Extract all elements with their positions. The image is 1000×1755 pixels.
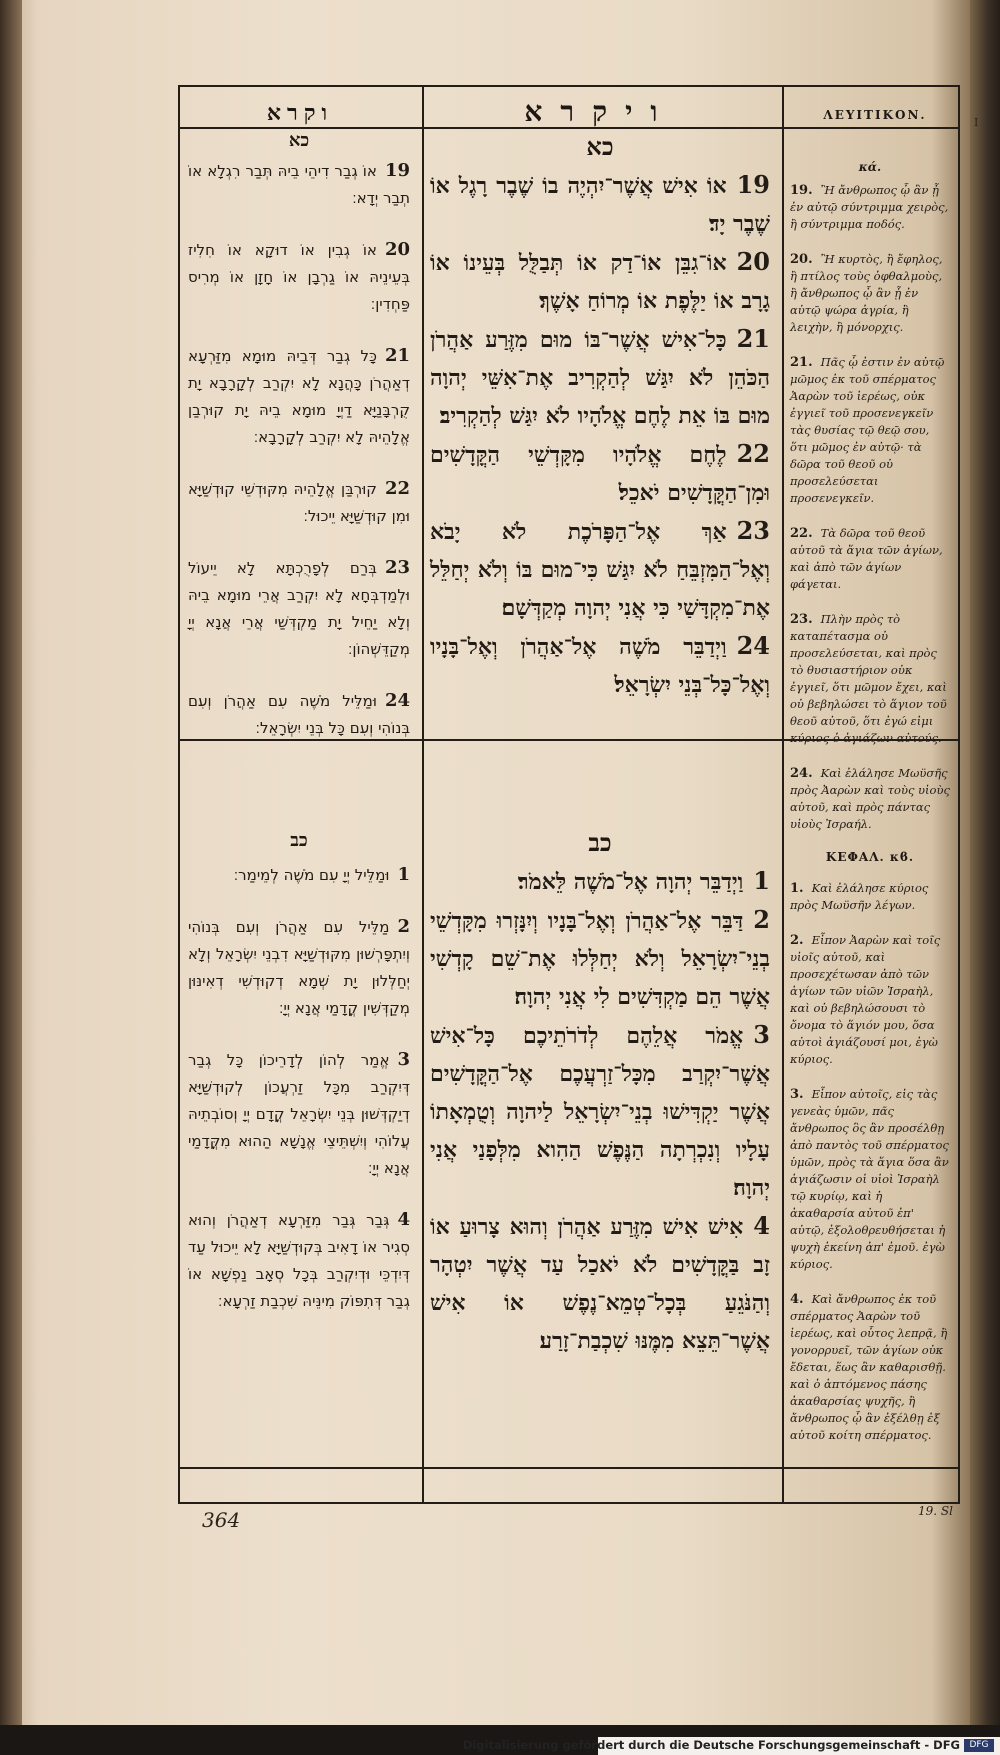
- verse: 20. Ἢ κυρτὸς, ἢ ἔφηλος, ἢ πτίλος τοὺς ὀφθαλμοὺς, ἢ ἄνθρωπος ᾧ ἂν ᾖ ἐν αὐτῷ ψώρα ἀγρία, ἢ λειχὴν, ἢ μόνορχις.: [790, 252, 943, 334]
- verse: 20אוֹ־גִבֵּן אוֹ־דַק אוֹ תְּבַלֻּל בְּעֵינוֹ אוֹ גָרָב אוֹ יַלֶּפֶת אוֹ מְרוֹחַ אָשֶׁךְ׃: [430, 247, 770, 314]
- greek-column: [790, 160, 950, 851]
- verse: 23. Πλὴν πρὸς τὸ καταπέτασμα οὐ προσελεύσεται, καὶ πρὸς τὸ θυσιαστήριον οὐκ ἐγγιεῖ, ὅτι μῶμον ἔχει, καὶ οὐ βεβηλώσει τὸ ἅγιον τοῦ θεοῦ αὐτοῦ, ὅτι ἐγώ εἰμι κύριος ὁ ἁγιάζων αὐτούς.: [790, 612, 947, 745]
- verse: 2. Εἶπον Ἀαρὼν καὶ τοῖς υἱοῖς αὐτοῦ, καὶ προσεχέτωσαν ἀπὸ τῶν ἁγίων τῶν υἱῶν Ἰσραὴλ, καὶ οὐ βεβηλώσουσι τὸ ὄνομα τὸ ἅγιόν μου, ὅσα αὐτοὶ ἁγιάζουσί μοι, ἐγὼ κύριος.: [790, 933, 941, 1066]
- header-targum: וקרא: [266, 100, 334, 126]
- chapter-heading: כא: [288, 130, 310, 151]
- chapter-heading: כב: [290, 830, 308, 851]
- dfg-logo: DFG: [964, 1739, 994, 1752]
- verse: 19. Ἢ ἄνθρωπος ᾧ ἂν ᾖ ἐν αὐτῷ σύντριμμα χειρὸς, ἢ σύντριμμα ποδός.: [790, 183, 949, 231]
- verse: 1וַיְדַבֵּר יְהוָה אֶל־מֹשֶׁה לֵּאמֹר׃: [517, 866, 770, 895]
- hebrew-column: [430, 132, 770, 704]
- catchword: 19. Sl: [918, 1504, 953, 1518]
- verse: 3אֱמֹר אֲלֵהֶם לְדֹרֹתֵיכֶם כָּל־אִישׁ אֲשֶׁר־יִקְרַב מִכָּל־זַרְעֲכֶם אֶל־הַקֳּדָשִׁים אֲשֶׁר יַקְדִּישׁוּ בְנֵי־יִשְׂרָאֵל לַיהוָה וְטֻמְאָתוֹ עָלָיו וְנִכְרְתָה הַנֶּפֶשׁ הַהִוא מִלְּפָנַי אֲנִי יְהוָה׃: [430, 1020, 770, 1201]
- chapter-heading: כא: [586, 132, 614, 161]
- digitization-banner: [462, 1737, 1000, 1755]
- verse: 24וּמַלֵּיל מֹשֶׁה עִם אַהֲרֹן וְעִם בְּנוֹהִי וְעִם כָּל בְּנֵי יִשְׂרָאֵל׃: [188, 690, 410, 737]
- verse: 4. Καὶ ἄνθρωπος ἐκ τοῦ σπέρματος Ἀαρὼν τοῦ ἱερέως, καὶ οὗτος λεπρᾷ, ἢ γονορρυεῖ, τῶν ἁγίων οὐκ ἔδεται, ἕως ἂν καθαρισθῇ. καὶ ὁ ἁπτόμενος πάσης ἀκαθαρσίας ψυχῆς, ἢ ἄνθρωπος ᾧ ἂν ἐξέλθῃ ἐξ αὐτοῦ κοίτη σπέρματος.: [790, 1292, 948, 1442]
- header-hebrew: ויקרא: [524, 95, 676, 128]
- verse: 22קוּרְבַּן אֱלָהֵיהּ מִקּוּדְשֵׁי קוּדְשַׁיָּא וּמִן קוּדְשַׁיָּא יֵיכוּל׃: [188, 478, 410, 525]
- page-number: 364: [202, 1508, 241, 1532]
- verse: 24. Καὶ ἐλάλησε Μωϋσῆς πρὸς Ἀαρὼν καὶ τοὺς υἱοὺς αὐτοῦ, καὶ πρὸς πάντας υἱοὺς Ἰσραήλ.: [790, 766, 950, 831]
- targum-column-ch22: [188, 830, 410, 1339]
- targum-column: [188, 130, 410, 766]
- chapter-heading: κά.: [858, 160, 882, 174]
- verse: 23אַךְ אֶל־הַפָּרֹכֶת לֹא יָבֹא וְאֶל־הַמִּזְבֵּחַ לֹא יִגַּשׁ כִּי־מוּם בּוֹ וְלֹא יְחַלֵּל אֶת־מִקְדָּשַׁי כִּי אֲנִי יְהוָה מְקַדְּשָׁם׃: [430, 516, 770, 621]
- verse: 22. Τὰ δῶρα τοῦ θεοῦ αὐτοῦ τὰ ἅγια τῶν ἁγίων, καὶ ἀπὸ τῶν ἁγίων φάγεται.: [790, 526, 943, 591]
- verse: 1. Καὶ ἐλάλησε κύριος πρὸς Μωϋσῆν λέγων.: [790, 881, 929, 912]
- verse: 21. Πᾶς ᾧ ἐστιν ἐν αὐτῷ μῶμος ἐκ τοῦ σπέρματος Ἀαρὼν τοῦ ἱερέως, οὐκ ἐγγιεῖ τοῦ προσενεγκεῖν τὰς θυσίας τῷ θεῷ σου, ὅτι μῶμος ἐν αὐτῷ· τὰ δῶρα τοῦ θεοῦ οὐ προσελεύσεται προσενεγκεῖν.: [790, 355, 945, 505]
- hebrew-column-ch22: [430, 828, 770, 1360]
- verse: 2דַּבֵּר אֶל־אַהֲרֹן וְאֶל־בָּנָיו וְיִנָּזְרוּ מִקָּדְשֵׁי בְנֵי־יִשְׂרָאֵל וְלֹא יְחַלְּלוּ אֶת־שֵׁם קָדְשִׁי אֲשֶׁר הֵם מַקְדִּשִׁים לִי אֲנִי יְהוָה׃: [430, 905, 770, 1010]
- verse: 1וּמַלֵּיל יְיָ עִם מֹשֶׁה לְמֵימַר׃: [233, 864, 410, 885]
- verse: 2מַלֵּיל עִם אַהֲרֹן וְעִם בְּנוֹהִי וְיִתְפָּרְשׁוּן מִקּוּדְשַׁיָּא דִבְנֵי יִשְׂרָאֵל וְלָא יְחַלְּלוּן יָת שְׁמָא דְקוּדְשִׁי דְאִינּוּן מְקַדְּשִׁין קֳדָמַי אֲנָא יְיָ׃: [188, 916, 410, 1017]
- verse: 19אוֹ גְבַר דִיהֵי בֵיהּ תְּבַר רִגְלָא אוֹ תְבַר יְדָא׃: [188, 160, 410, 207]
- chapter-heading: ΚΕΦΑΛ. κϐ.: [825, 850, 915, 864]
- greek-column-ch22: [790, 850, 950, 1462]
- chapter-heading: כב: [588, 828, 612, 857]
- header-greek: ΛΕΥΙΤΙΚΟΝ.: [823, 108, 927, 122]
- verse: 3אֱמַר לְהוֹן לְדָרֵיכוֹן כָּל גְבַר דְּיִקְרַב מִכָּל זַרְעֲכוֹן לְקוּדְשַׁיָּא דְיַקְדְּשׁוּן בְּנֵי יִשְׂרָאֵל קֳדָם יְיָ וְסוֹבְתֵיהּ עֲלוֹהִי וְיִשְׁתֵּיצֵי אֱנָשָׁא הַהוּא מִקֳּדָמַי אֲנָא יְיָ׃: [188, 1049, 410, 1177]
- edge-letter: I: [974, 116, 979, 129]
- banner-text: Digitalisierung gefördert durch die Deutsche Forschungsgemeinschaft - DFG: [462, 1738, 960, 1752]
- verse: 24וַיְדַבֵּר מֹשֶׁה אֶל־אַהֲרֹן וְאֶל־בָּנָיו וְאֶל־כָּל־בְּנֵי יִשְׂרָאֵל׃: [430, 631, 770, 698]
- verse: 21כָּל־אִישׁ אֲשֶׁר־בּוֹ מוּם מִזֶּרַע אַהֲרֹן הַכֹּהֵן לֹא יִגַּשׁ לְהַקְרִיב אֶת־אִשֵּׁי יְהוָה מוּם בּוֹ אֵת לֶחֶם אֱלֹהָיו לֹא יִגַּשׁ לְהַקְרִיב׃: [430, 324, 770, 429]
- verse: 4אִישׁ אִישׁ מִזֶּרַע אַהֲרֹן וְהוּא צָרוּעַ אוֹ זָב בַּקֳּדָשִׁים לֹא יֹאכַל עַד אֲשֶׁר יִטְהָר וְהַנֹּגֵעַ בְּכָל־טְמֵא־נֶפֶשׁ אוֹ אִישׁ אֲשֶׁר־תֵּצֵא מִמֶּנּוּ שִׁכְבַת־זָרַע׃: [430, 1211, 770, 1354]
- adjacent-page-edge: [970, 0, 1000, 1725]
- verse: 21כָּל גְבַר דְּבֵיהּ מוּמָא מִזַּרְעָא דְאַהֲרֹן כָּהֲנָא לָא יִקְרַב לְקָרָבָא יָת קֻרְבָּנַיָּא דַיְיָ מוּמָא בֵיהּ יָת קוּרְבַן אֱלָהֵיהּ לָא יִקְרַב לְקָרָבָא׃: [188, 345, 410, 446]
- verse: 4גְּבַר גְּבַר מִזַּרְעָא דְאַהֲרֹן וְהוּא סְגִיר אוֹ דָאִיב בְּקוּדְשַׁיָּא לָא יֵיכוּל עַד דְּיִדְכֵּי וּדְיִקְרַב בְּכָל סְאָב נַפְשָׁא אוֹ גְבַר דְּתִפּוֹק מִינֵּיהּ שִׁכְבַת זַרְעָא׃: [188, 1209, 410, 1310]
- verse: 22לֶחֶם אֱלֹהָיו מִקָּדְשֵׁי הַקֳּדָשִׁים וּמִן־הַקֳּדָשִׁים יֹאכֵל׃: [430, 439, 770, 506]
- verse: 20אוֹ גְבִין אוֹ דוּקָא אוֹ חִלִיז בְּעֵינֵיהּ אוֹ גַרְבָן אוֹ חָזָן אוֹ מְרִיס פַּחְדִין׃: [188, 239, 410, 313]
- verse: 19אוֹ אִישׁ אֲשֶׁר־יִהְיֶה בוֹ שֶׁבֶר רָגֶל אוֹ שֶׁבֶר יָד׃: [430, 170, 770, 237]
- verse: 3. Εἶπον αὐτοῖς, εἰς τὰς γενεὰς ὑμῶν, πᾶς ἄνθρωπος ὃς ἂν προσέλθῃ ἀπὸ παντὸς τοῦ σπέρματος ὑμῶν, πρὸς τὰ ἅγια ὅσα ἂν ἁγιάζωσιν οἱ υἱοὶ Ἰσραὴλ τῷ κυρίῳ, καὶ ἡ ἀκαθαρσία αὐτοῦ ἐπ' αὐτῷ, ἐξολοθρευθήσεται ἡ ψυχὴ ἐκείνη ἀπ' ἐμοῦ. ἐγὼ κύριος.: [790, 1087, 949, 1271]
- book-gutter: [0, 0, 22, 1725]
- verse: 23בְּרַם לְפָרֻכְתָּא לָא יֵיעוֹל וּלְמַדְבְּחָא לָא יִקְרַב אֲרֵי מוּמָא בֵיהּ וְלָא יַחֵיל יָת מַקְדְּשַׁי אֲרֵי אֲנָא יְיָ מְקַדֵּשְׁהוֹן׃: [188, 557, 410, 658]
